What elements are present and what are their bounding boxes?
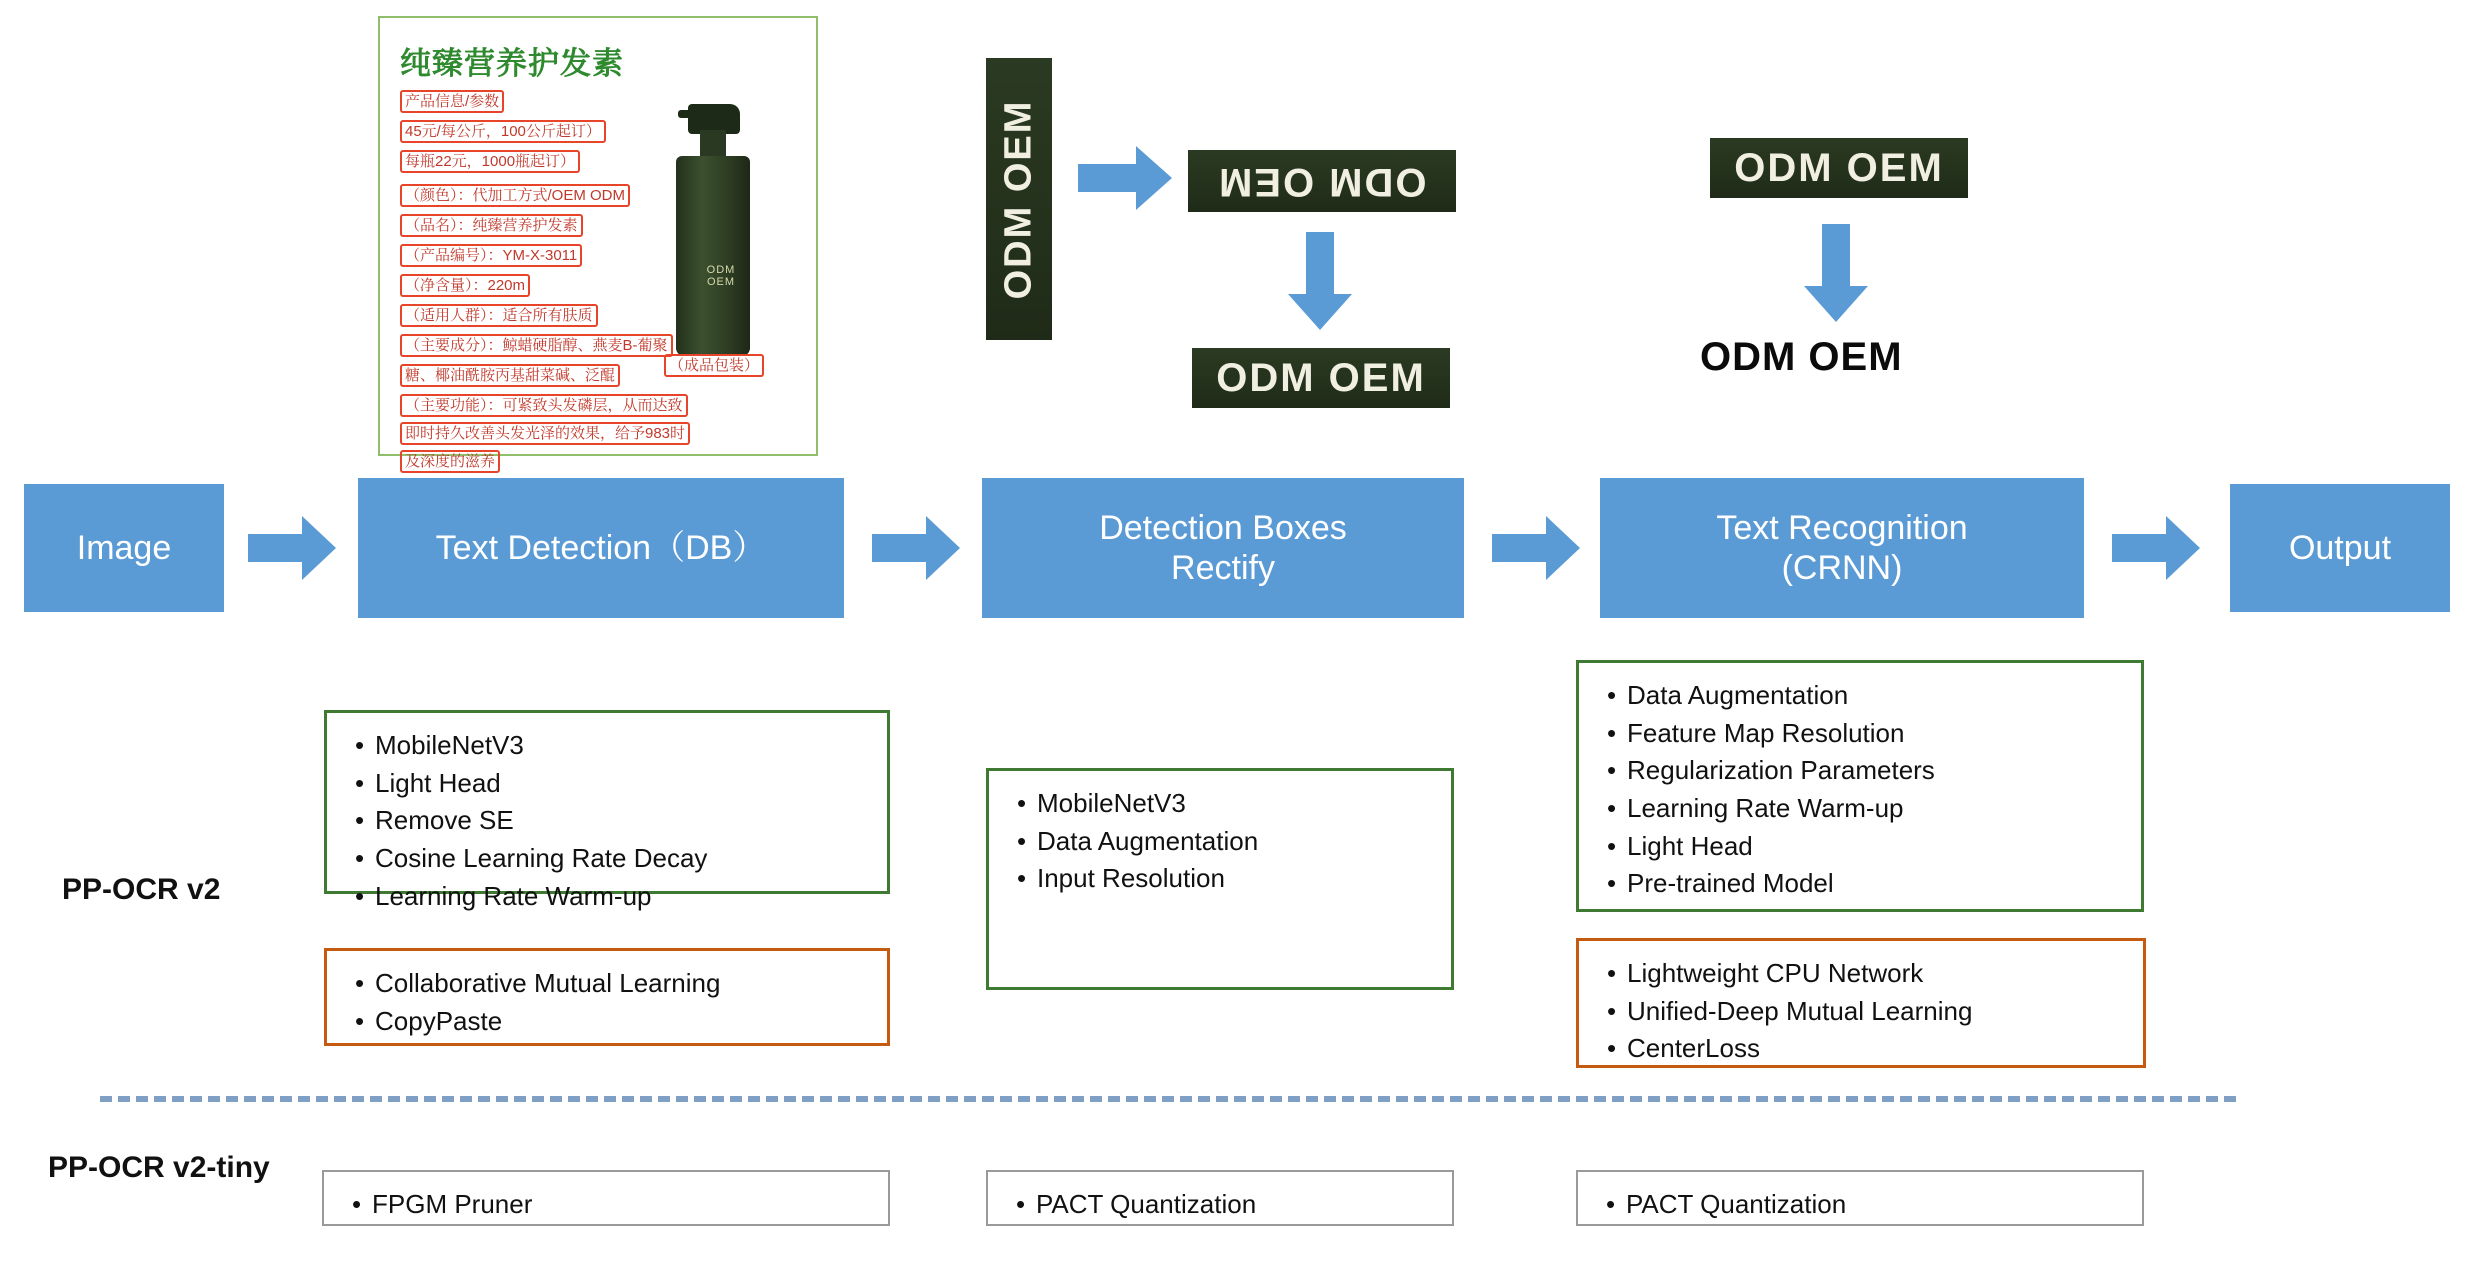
crop-vertical <box>986 58 1052 340</box>
pipeline-box-output-label: Output <box>2288 528 2392 567</box>
detection-green-feature-list <box>353 727 869 915</box>
tiny-rectify-feature-box <box>986 1170 1454 1226</box>
row-label-ppocr-v2: PP-OCR v2 <box>62 873 221 906</box>
detection-box: 糖、椰油酰胺丙基甜菜碱、泛醌 <box>400 364 620 387</box>
recognition-orange-feature-box <box>1576 938 2146 1068</box>
detection-box: （主要功能）：可紧致头发磷层，从而达致 <box>400 394 688 417</box>
pipeline-box-output[interactable] <box>2230 484 2450 612</box>
feature-item: • Unified-Deep Mutual Learning <box>1627 993 2125 1031</box>
pipeline-box-text-recognition[interactable] <box>1600 478 2084 618</box>
feature-item: • MobileNetV3 <box>375 727 869 765</box>
crop-recognition-input <box>1710 138 1968 198</box>
detection-orange-feature-list <box>353 965 869 1040</box>
section-divider <box>100 1096 2236 1102</box>
pipeline-box-rectify-line2: Rectify <box>1171 549 1275 587</box>
detection-box: 即时持久改善头发光泽的效果，给予983时 <box>400 422 690 445</box>
arrow-recognition-to-output <box>2112 512 2202 584</box>
detection-box: 产品信息/参数 <box>400 90 504 113</box>
feature-item: • MobileNetV3 <box>1037 785 1433 823</box>
crop-recognition-input-text: ODM OEM <box>1734 145 1944 190</box>
bottle-body <box>676 156 750 356</box>
arrow-image-to-detection <box>248 512 338 584</box>
feature-item: • CenterLoss <box>1627 1030 2125 1068</box>
crop-vertical-text: ODM OEM <box>997 99 1040 299</box>
feature-item: • Data Augmentation <box>1627 677 2123 715</box>
feature-item: • Remove SE <box>375 802 869 840</box>
pipeline-box-rectify-label <box>1099 508 1347 588</box>
tiny-detection-feature-list <box>350 1186 870 1224</box>
poster-title: 纯臻营养护发素 <box>400 46 624 81</box>
detection-box: 及深度的滋养 <box>400 450 500 473</box>
crop-rectified <box>1192 348 1450 408</box>
pipeline-box-recognition-label <box>1716 508 1967 588</box>
rectify-green-feature-box <box>986 768 1454 990</box>
feature-item: • Data Augmentation <box>1037 823 1433 861</box>
feature-item: • Light Head <box>375 765 869 803</box>
row-label-ppocr-v2-tiny: PP-OCR v2-tiny <box>48 1151 270 1184</box>
pipeline-box-detection-boxes-rectify[interactable] <box>982 478 1464 618</box>
feature-item: • Pre-trained Model <box>1627 865 2123 903</box>
pipeline-box-image-label: Image <box>76 528 172 567</box>
detection-box: （产品编号）：YM-X-3011 <box>400 244 582 267</box>
detection-orange-feature-box <box>324 948 890 1046</box>
feature-item: • Collaborative Mutual Learning <box>375 965 869 1003</box>
feature-item: • Learning Rate Warm-up <box>1627 790 2123 828</box>
sample-image-panel <box>378 16 818 470</box>
pipeline-box-text-detection[interactable] <box>358 478 844 618</box>
arrow-rectify-to-recognition <box>1492 512 1582 584</box>
recognition-green-feature-list <box>1605 677 2123 903</box>
crop-flipped-text: ODM OEM <box>1217 159 1427 204</box>
crop-flipped <box>1188 150 1456 212</box>
pipeline-box-recognition-line2: (CRNN) <box>1781 549 1903 587</box>
feature-item: • CopyPaste <box>375 1003 869 1041</box>
detection-box: （适用人群）：适合所有肤质 <box>400 304 598 327</box>
feature-item: • Regularization Parameters <box>1627 752 2123 790</box>
detection-box: （成品包装） <box>664 354 764 377</box>
feature-item: • Feature Map Resolution <box>1627 715 2123 753</box>
pipeline-box-recognition-line1: Text Recognition <box>1716 508 1968 547</box>
detection-box: 45元/每公斤，100公斤起订） <box>400 120 606 143</box>
detection-box: （颜色）：代加工方式/OEM ODM <box>400 184 630 207</box>
rectify-green-feature-list <box>1015 785 1433 898</box>
feature-item: • PACT Quantization <box>1626 1186 2124 1224</box>
detection-box: （主要成分）：鲸蜡硬脂醇、燕麦B-葡聚 <box>400 334 673 357</box>
feature-item: • Input Resolution <box>1037 860 1433 898</box>
recognition-orange-feature-list <box>1605 955 2125 1068</box>
detection-green-feature-box <box>324 710 890 911</box>
arrow-down-2 <box>1800 224 1872 324</box>
tiny-detection-feature-box <box>322 1170 890 1226</box>
recognition-output-text: ODM OEM <box>1700 335 1903 379</box>
pipeline-box-rectify-line1: Detection Boxes <box>1099 508 1347 547</box>
tiny-recognition-feature-box <box>1576 1170 2144 1226</box>
feature-item: • Lightweight CPU Network <box>1627 955 2125 993</box>
feature-item: • PACT Quantization <box>1036 1186 1434 1224</box>
feature-item: • Learning Rate Warm-up <box>375 878 869 916</box>
bottle-label-text: ODM OEM <box>706 264 736 288</box>
product-bottle-illustration <box>668 96 758 356</box>
feature-item: • FPGM Pruner <box>372 1186 870 1224</box>
detection-box: （净含量）：220m <box>400 274 530 297</box>
feature-item: • Cosine Learning Rate Decay <box>375 840 869 878</box>
feature-item: • Light Head <box>1627 828 2123 866</box>
tiny-rectify-feature-list <box>1014 1186 1434 1224</box>
detection-box: 每瓶22元，1000瓶起订） <box>400 150 580 173</box>
arrow-right-1 <box>1078 142 1174 214</box>
recognition-green-feature-box <box>1576 660 2144 912</box>
detection-box: （品名）：纯臻营养护发素 <box>400 214 583 237</box>
arrow-detection-to-rectify <box>872 512 962 584</box>
pipeline-box-text-detection-label: Text Detection（DB） <box>435 528 767 567</box>
arrow-down-1 <box>1284 232 1356 332</box>
crop-rectified-text: ODM OEM <box>1216 355 1426 400</box>
tiny-recognition-feature-list <box>1604 1186 2124 1224</box>
pipeline-box-image[interactable] <box>24 484 224 612</box>
